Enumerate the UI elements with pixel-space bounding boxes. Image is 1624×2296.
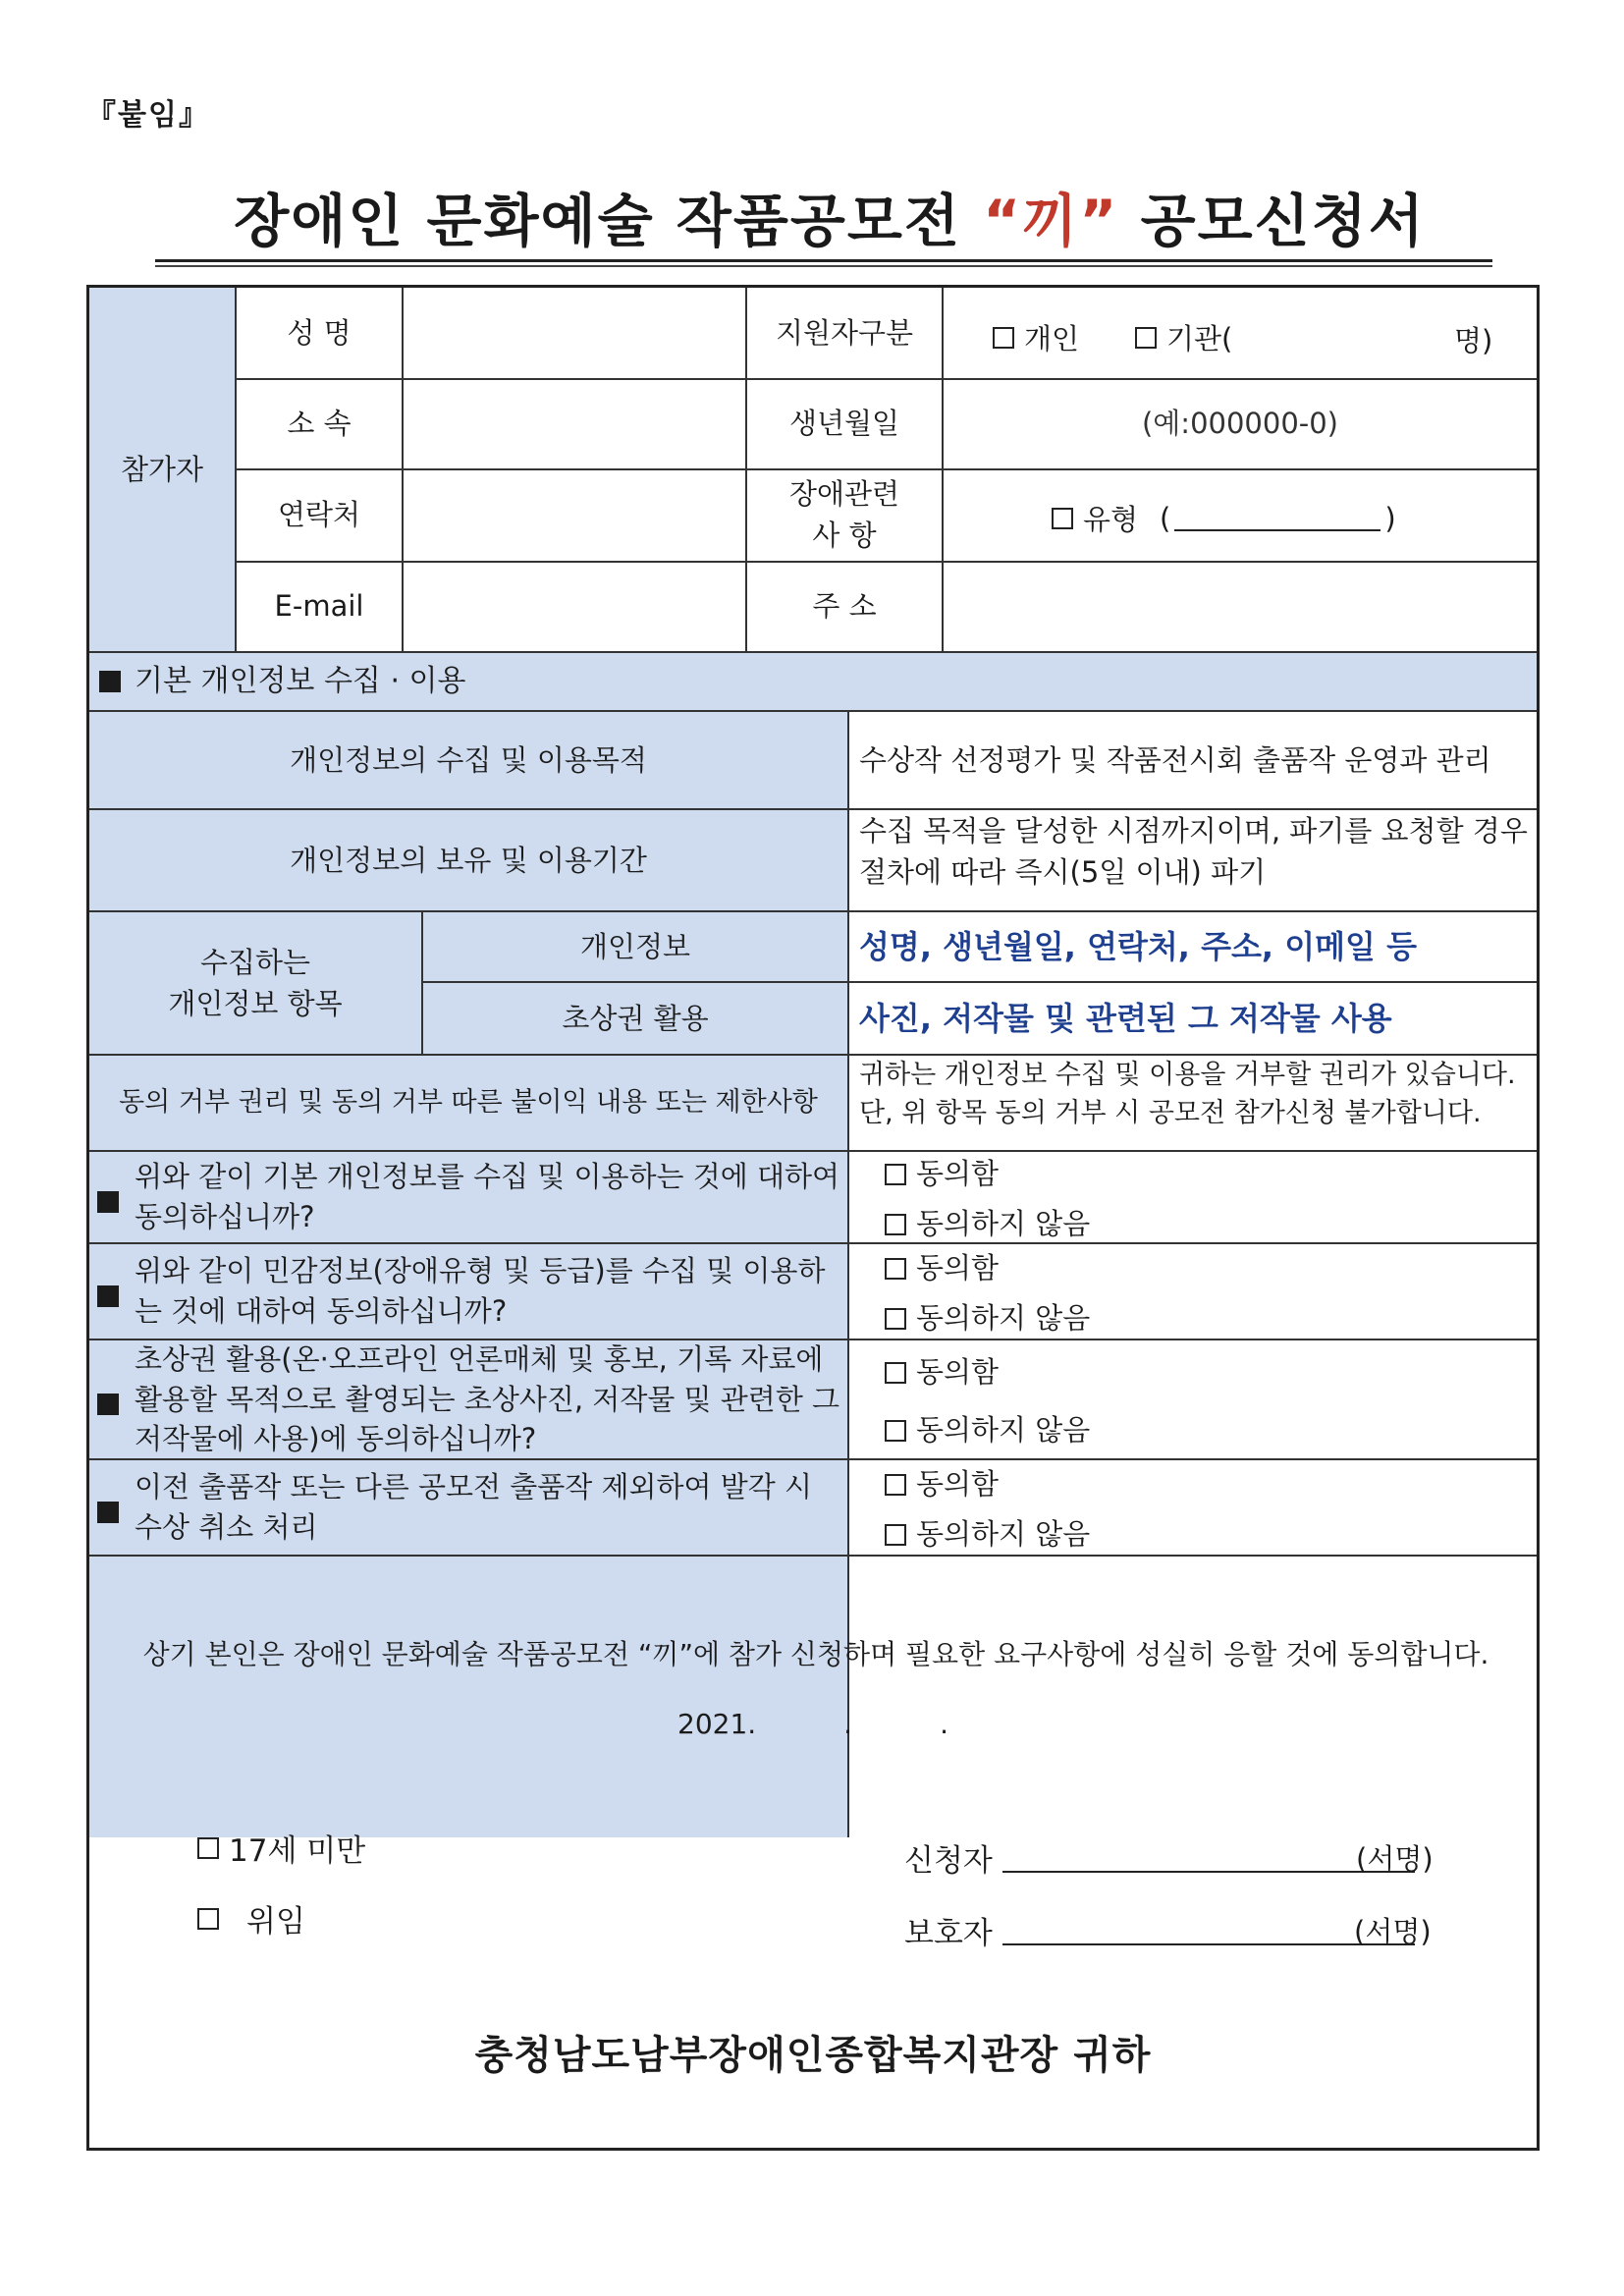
agree-checkbox[interactable]: [885, 1258, 906, 1280]
title-quoted: “끼”: [983, 188, 1119, 254]
application-form: [86, 285, 1540, 2151]
contact-field[interactable]: [404, 468, 745, 561]
refusal-value: [849, 1056, 1537, 1150]
refusal-label: 동의 거부 권리 및 동의 거부 따른 불이익 내용 또는 제한사항: [89, 1056, 847, 1150]
disagree-option[interactable]: 동의하지 않음: [885, 1296, 1090, 1337]
form-title: [157, 175, 1502, 257]
collected-items-label: 수집하는 개인정보 항목: [89, 912, 421, 1054]
consent-question-2: 위와 같이 민감정보(장애유형 및 등급)를 수집 및 이용하는 것에 대하여 동의하십니까?: [89, 1244, 847, 1339]
applicant-signature-line[interactable]: [1002, 1871, 1415, 1873]
disability-label-line2: 사 항: [812, 519, 877, 552]
retention-value: [849, 810, 1537, 910]
under17-option[interactable]: 17세 미만: [197, 1826, 365, 1870]
birth-field[interactable]: (예:000000-0): [1141, 406, 1339, 440]
consent-options-4: [885, 1460, 1090, 1555]
consent-options-1: [885, 1152, 1090, 1242]
disability-label: [747, 468, 942, 561]
address-label: 주 소: [812, 588, 877, 623]
personal-info-value: 성명, 생년월일, 연락처, 주소, 이메일 등: [859, 927, 1418, 965]
question-bullet-icon: [97, 1285, 119, 1307]
affiliation-label: 소 속: [287, 406, 352, 440]
disagree-checkbox[interactable]: [885, 1524, 906, 1546]
disability-type-blank[interactable]: [1174, 506, 1380, 531]
disability-label-line1: 장애관련: [788, 476, 900, 511]
refusal-value-line2: 단, 위 항목 동의 거부 시 공모전 참가신청 불가합니다.: [859, 1098, 1482, 1129]
agree-option[interactable]: 동의함: [885, 1462, 1090, 1503]
agree-checkbox[interactable]: [885, 1474, 906, 1496]
organization-suffix: 명): [1454, 324, 1493, 357]
retention-value-line2: 절차에 따라 즉시(5일 이내) 파기: [859, 855, 1267, 890]
disagree-checkbox[interactable]: [885, 1420, 906, 1442]
consent-question-3: 초상권 활용(온·오프라인 언론매체 및 홍보, 기록 자료에 활용할 목적으로 촬영되는 초상사진, 저작물 및 관련한 그 저작물에 사용)에 동의하십니까?: [89, 1340, 847, 1458]
applicant-signature-mark: (서명): [1356, 1842, 1434, 1876]
title-prefix: 장애인 문화예술 작품공모전: [234, 188, 984, 254]
participant-section-label: 참가자: [89, 288, 235, 651]
agree-option[interactable]: 동의함: [885, 1152, 1090, 1192]
applicant-type-label: 지원자구분: [775, 315, 914, 350]
disagree-checkbox[interactable]: [885, 1214, 906, 1235]
agree-option[interactable]: 동의함: [885, 1350, 1090, 1391]
refusal-value-line1: 귀하는 개인정보 수집 및 이용을 거부할 권리가 있습니다.: [859, 1060, 1516, 1090]
birth-label: 생년월일: [788, 406, 900, 440]
title-underline-2: [155, 265, 1492, 267]
organization-option[interactable]: 기관(: [1135, 317, 1232, 357]
attachment-label: 『붙임』: [86, 98, 210, 133]
consent-options-2: [885, 1244, 1090, 1339]
guardian-signature-mark: (서명): [1354, 1915, 1432, 1948]
title-suffix: 공모신청서: [1118, 188, 1426, 254]
consent-question-4: 이전 출품작 또는 다른 공모전 출품작 제외하여 발각 시 수상 취소 처리: [89, 1460, 847, 1555]
personal-info-label: 개인정보: [423, 912, 847, 981]
individual-option[interactable]: 개인: [993, 317, 1079, 357]
disability-type-option[interactable]: 유형 ( ): [1052, 498, 1396, 538]
disagree-option[interactable]: 동의하지 않음: [885, 1408, 1090, 1449]
question-bullet-icon: [97, 1502, 119, 1523]
privacy-section-header: 기본 개인정보 수집 · 이용: [89, 653, 1537, 710]
retention-value-line1: 수집 목적을 달성한 시점까지이며, 파기를 요청할 경우: [859, 814, 1528, 847]
portrait-label: 초상권 활용: [423, 983, 847, 1054]
agree-option[interactable]: 동의함: [885, 1246, 1090, 1286]
delegation-option[interactable]: 위임: [197, 1896, 305, 1941]
disability-type-checkbox[interactable]: [1052, 508, 1073, 529]
title-underline: [155, 259, 1492, 262]
email-field[interactable]: [404, 561, 745, 651]
guardian-label: 보호자: [904, 1916, 993, 1951]
under17-checkbox[interactable]: [197, 1837, 219, 1859]
section-bullet-icon: [99, 671, 121, 692]
consent-question-1: 위와 같이 기본 개인정보를 수집 및 이용하는 것에 대하여 동의하십니까?: [89, 1152, 847, 1242]
recipient: 충청남도남부장애인종합복지관장 귀하: [474, 2033, 1152, 2078]
question-bullet-icon: [97, 1191, 119, 1213]
consent-options-3: [885, 1340, 1090, 1458]
email-label: E-mail: [274, 588, 364, 623]
date-line[interactable]: 2021. . .: [677, 1708, 948, 1740]
guardian-signature-line[interactable]: [1002, 1943, 1415, 1945]
affiliation-field[interactable]: [404, 378, 745, 468]
applicant-label: 신청자: [904, 1843, 993, 1879]
agree-checkbox[interactable]: [885, 1362, 906, 1384]
organization-checkbox[interactable]: [1135, 327, 1157, 349]
question-bullet-icon: [97, 1394, 119, 1415]
retention-label: 개인정보의 보유 및 이용기간: [89, 810, 847, 910]
contact-label: 연락처: [277, 497, 361, 531]
agree-checkbox[interactable]: [885, 1164, 906, 1185]
portrait-value: 사진, 저작물 및 관련된 그 저작물 사용: [859, 999, 1392, 1037]
disagree-option[interactable]: 동의하지 않음: [885, 1512, 1090, 1553]
disagree-option[interactable]: 동의하지 않음: [885, 1202, 1090, 1242]
name-field[interactable]: [404, 288, 745, 378]
delegation-checkbox[interactable]: [197, 1908, 219, 1930]
address-field[interactable]: [944, 561, 1537, 651]
individual-checkbox[interactable]: [993, 327, 1014, 349]
purpose-label: 개인정보의 수집 및 이용목적: [89, 712, 847, 808]
name-label: 성 명: [287, 315, 352, 350]
declaration-text: 상기 본인은 장애인 문화예술 작품공모전 “끼”에 참가 신청하며 필요한 요구사항에 성실히 응할 것에 동의합니다.: [142, 1638, 1489, 1670]
purpose-value: 수상작 선정평가 및 작품전시회 출품작 운영과 관리: [859, 742, 1491, 777]
disagree-checkbox[interactable]: [885, 1308, 906, 1330]
